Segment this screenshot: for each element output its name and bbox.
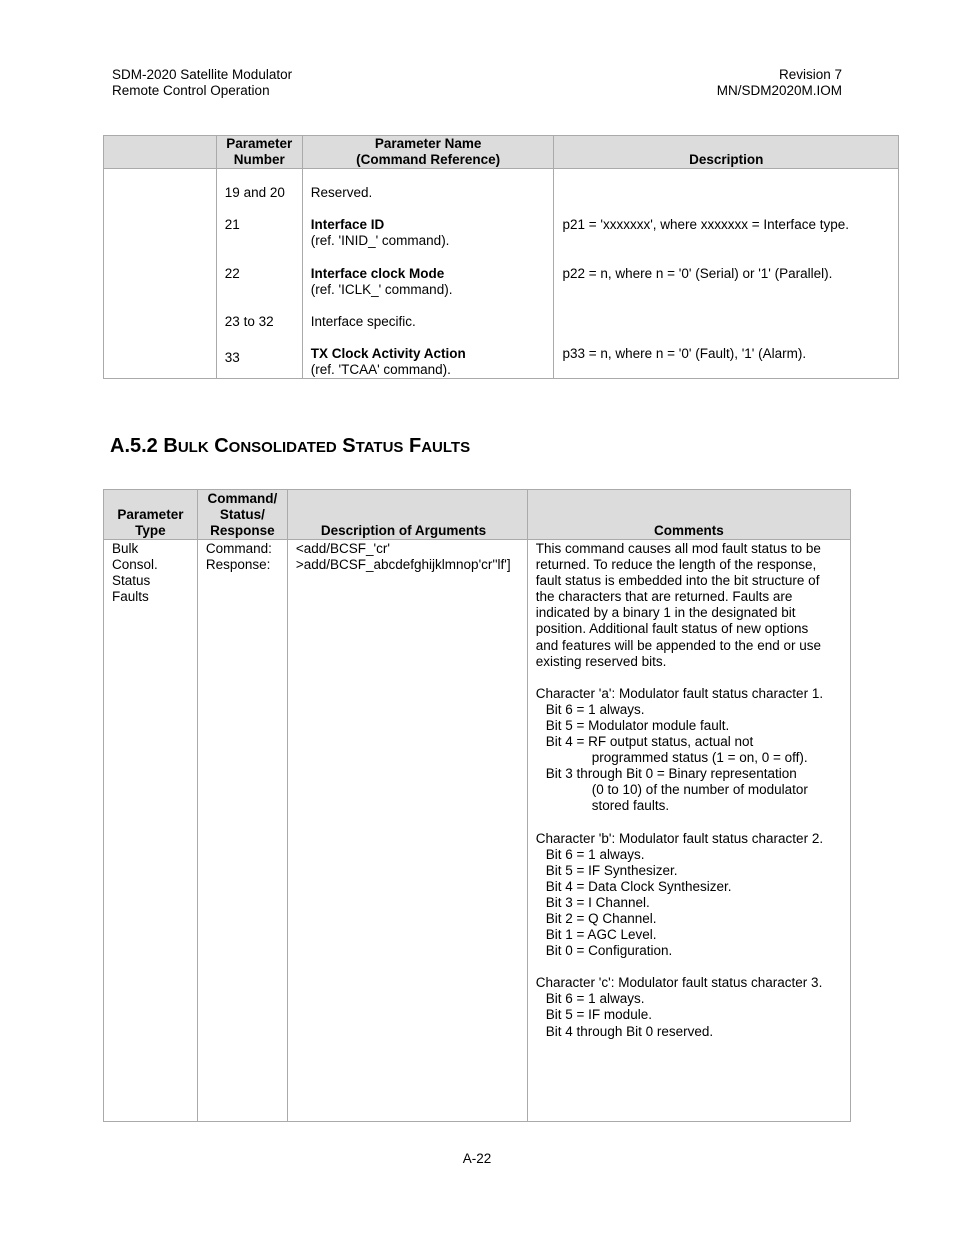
section-heading: A.5.2 BULK CONSOLIDATED STATUS FAULTS (110, 435, 471, 457)
header-left (112, 67, 292, 99)
doc-title: SDM-2020 Satellite Modulator (112, 67, 293, 82)
param-type-header: Parameter Type (104, 490, 198, 540)
table-row (104, 540, 851, 1122)
param-type-cell: Bulk Consol. Status Faults (104, 540, 198, 1122)
bulk-faults-table (103, 489, 851, 1122)
table-header-row (104, 490, 851, 540)
revision: Revision 7 (778, 67, 842, 82)
doc-subtitle: Remote Control Operation (112, 83, 270, 98)
param-number-header: Parameter Number (216, 136, 302, 169)
table-header-row (104, 136, 899, 169)
cmd-header: Command/ Status/ Response (197, 490, 287, 540)
comments-cell: This command causes all mod fault status to be returned. To reduce the length of the response, fault status is embedded into the bit structure of the characters that are returned. Faults are indicated by a binary 1 in the designated bit position. Additional fault status of new options and features will be appended to the end or use existing reserved bits. Character 'a': Modulator fault status character 1. Bit 6 = 1 always. Bit 5 = Modulator module fault. Bit 4 = RF output status, actual not programmed status (1 = on, 0 = off). Bit 3 through Bit 0 = Binary representation (0 to 10) of the number of modulator stored faults. Character 'b': Modulator fault status character 2. Bit 6 = 1 always. Bit 5 = IF Synthesizer. Bit 4 = Data Clock Synthesizer. Bit 3 = I Channel. Bit 2 = Q Channel. Bit 1 = AGC Level. Bit 0 = Configuration. Character 'c': Modulator fault status character 3. Bit 6 = 1 always. Bit 5 = IF module. Bit 4 through Bit 0 reserved. (527, 540, 850, 1122)
args-header: Description of Arguments (287, 490, 527, 540)
description-header: Description (554, 136, 899, 169)
param-name-header: Parameter Name (Command Reference) (302, 136, 554, 169)
parameter-table (103, 135, 899, 379)
blank-header (104, 136, 217, 169)
table-row: 19 and 20 Reserved. (104, 169, 899, 202)
cmd-cell: Command: Response: (197, 540, 287, 1122)
table-row: 21 Interface ID (ref. 'INID_' command). p21 = 'xxxxxxx', where xxxxxxx = Interface type. (104, 201, 899, 249)
comments-header: Comments (527, 490, 850, 540)
page-number: A-22 (462, 1151, 492, 1166)
args-cell: <add/BCSF_'cr' >add/BCSF_abcdefghijklmnop'cr''lf'] (287, 540, 527, 1122)
header-right (717, 67, 842, 99)
table-row: 23 to 32 Interface specific. (104, 298, 899, 330)
doc-number: MN/SDM2020M.IOM (716, 83, 842, 98)
table-row: 22 Interface clock Mode (ref. 'ICLK_' command). p22 = n, where n = '0' (Serial) or '1' (Parallel). (104, 249, 899, 298)
table-row: 33 TX Clock Activity Action (ref. 'TCAA' command). p33 = n, where n = '0' (Fault), '1' (Alarm). (104, 330, 899, 379)
